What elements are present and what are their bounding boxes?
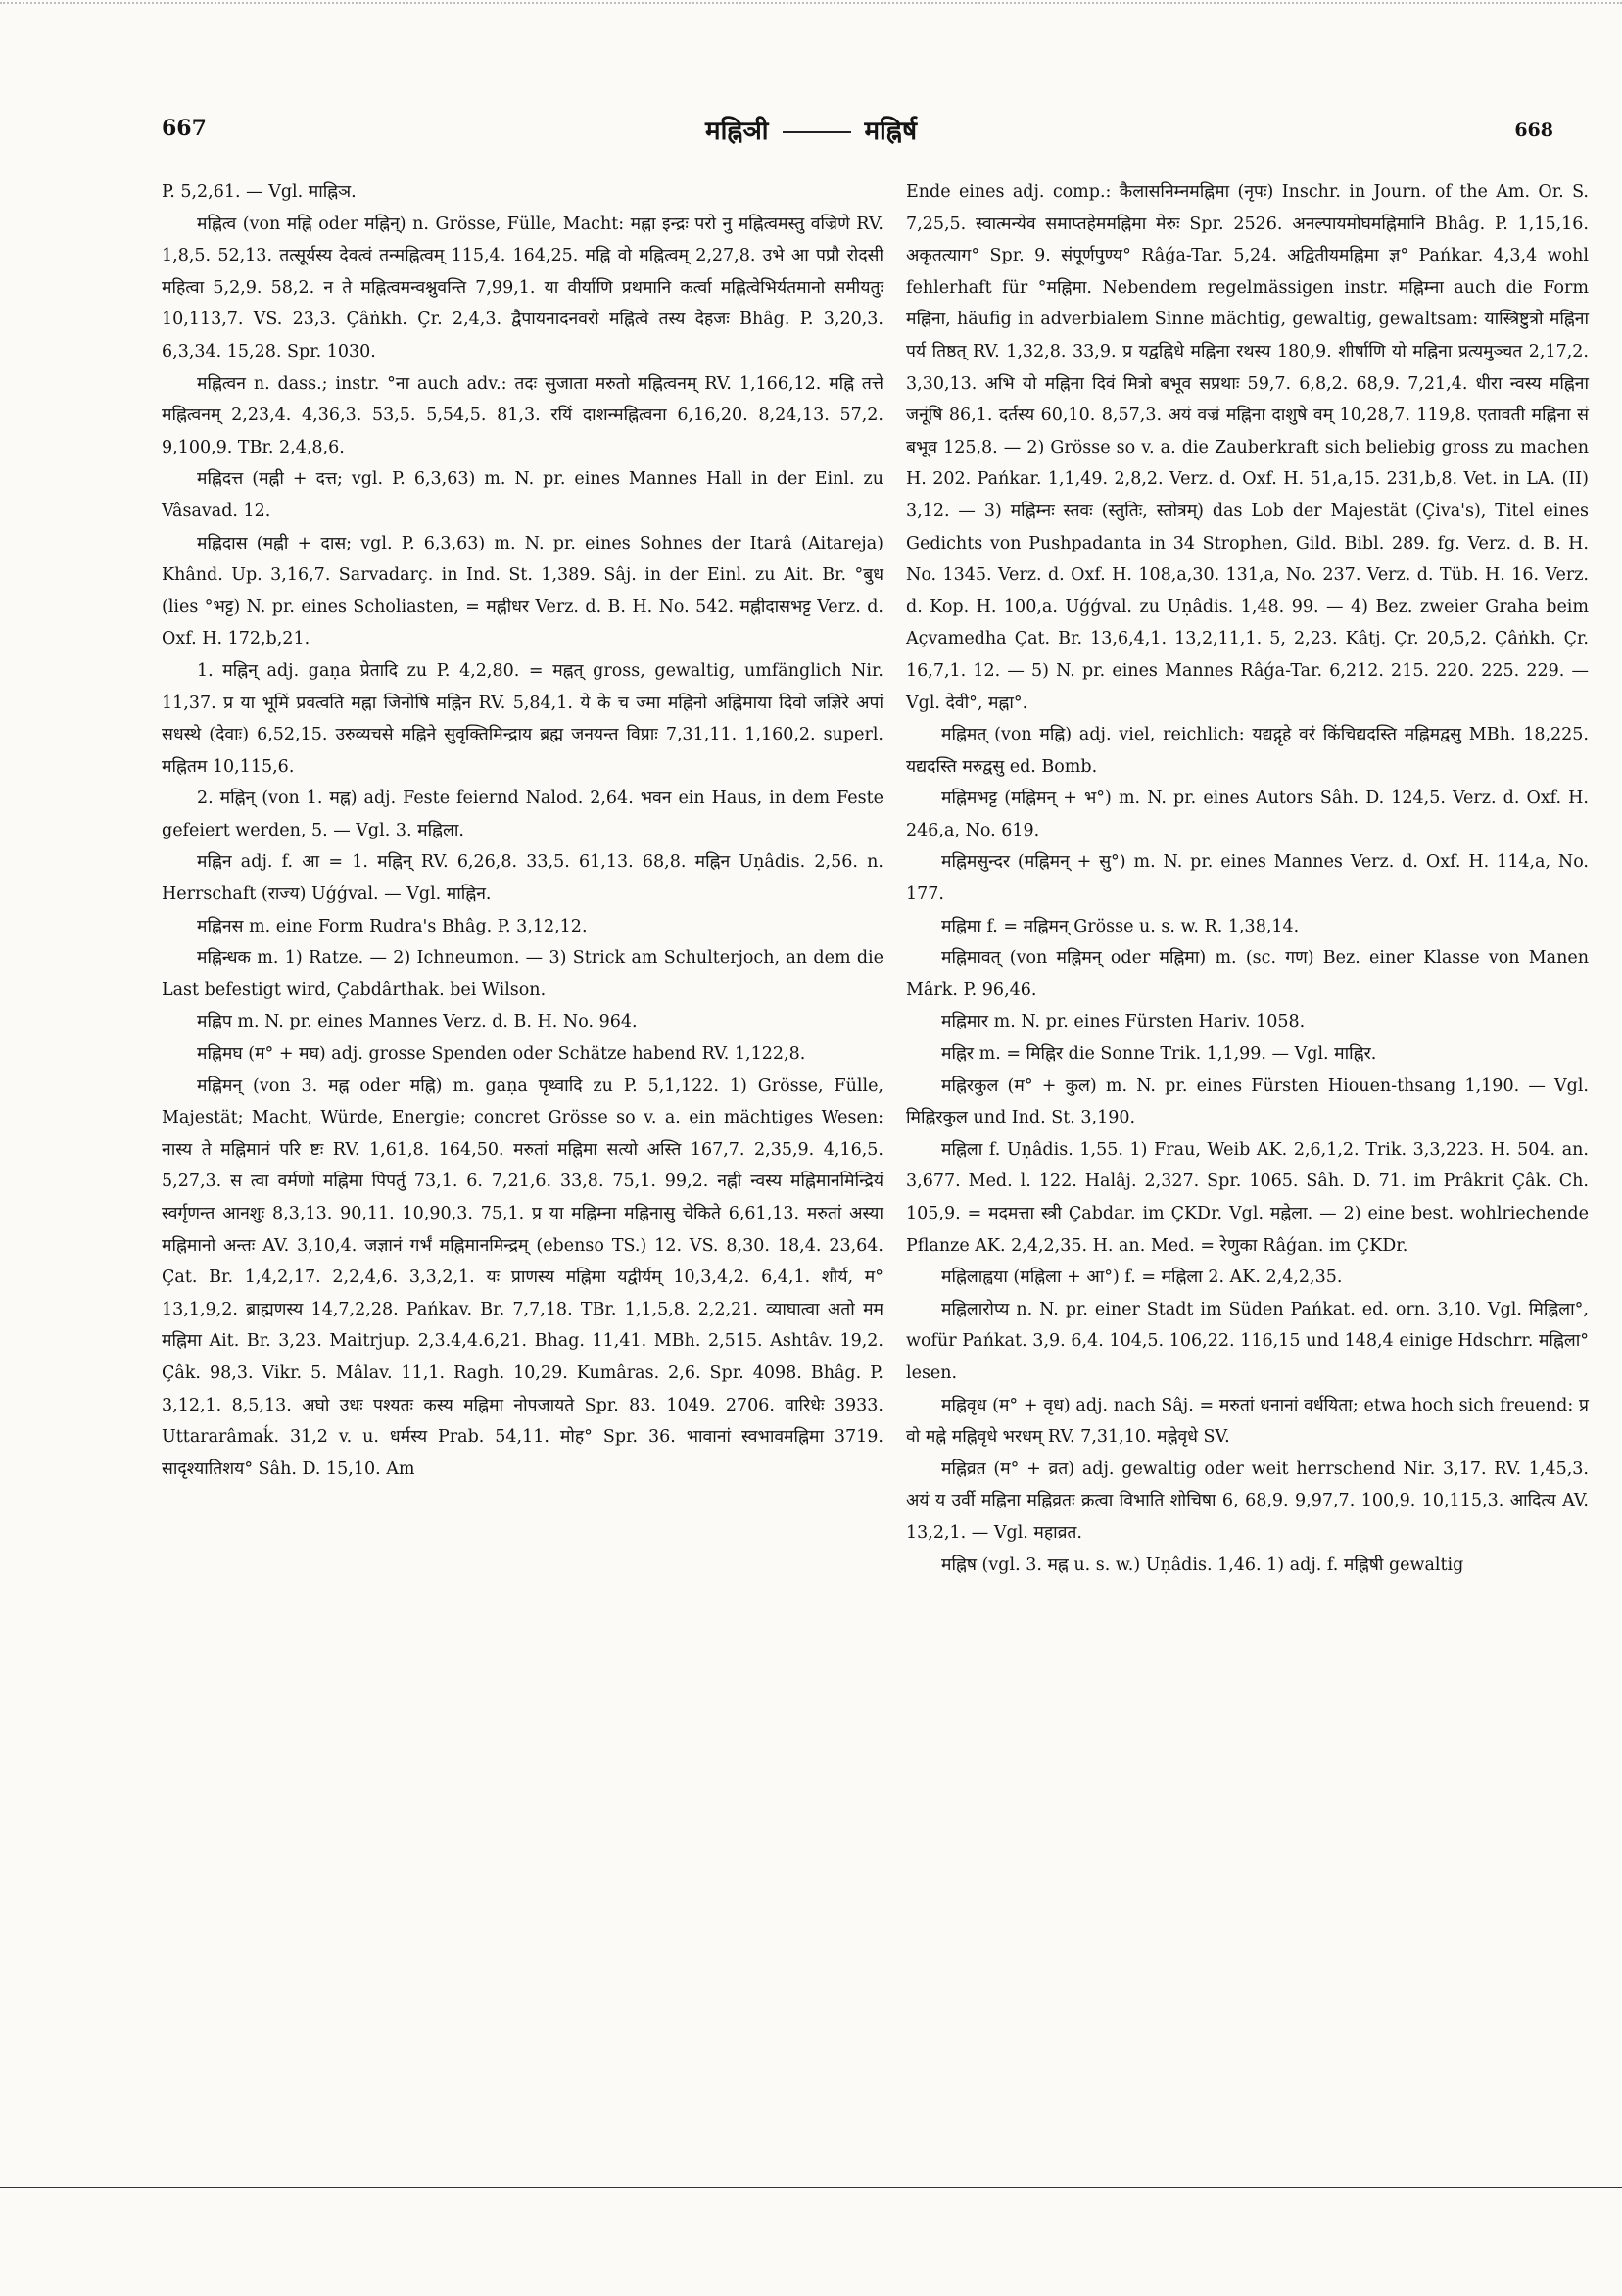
bottom-rule [0, 2187, 1622, 2188]
entry: मह्निमसुन्दर (मह्निमन् + सु°) m. N. pr. eines Mannes Verz. d. Oxf. H. 114,a, No. 177. [906, 852, 1589, 905]
entry: मह्नित्वन n. dass.; instr. °ना auch adv.: तदः सुजाता मरुतो मह्नित्वनम् RV. 1,166,12. मह्नि तत्ते मह्नित्वनम् 2,23,4. 4,36,3. 53,5. 5,54,5. 81,3. रयिं दाशन्मह्नित्वना 6,16,20. 8,24,13. 57,2. 9,100,9. TBr. 2,4,8,6. [162, 373, 883, 457]
top-border [0, 2, 1622, 6]
entry: मह्निष (vgl. 3. मह्न u. s. w.) Uṇâdis. 1,46. 1) adj. f. मह्निषी gewaltig [941, 1555, 1464, 1575]
page-number-left: 667 [162, 116, 207, 141]
page-number-right: 668 [1514, 120, 1553, 141]
entry: मह्निदास (मह्नी + दास; vgl. P. 6,3,63) m. N. pr. eines Sohnes der Itarâ (Aitareja) Khând. Up. 3,16,7. Sarvadarç. in Ind. St. 1,389. Sâj. in der Einl. zu Ait. Br. °बुध (lies °भट्ट) N. pr. eines Scholiasten, = मह्नीधर Verz. d. B. H. No. 542. मह्नीदासभट्ट Verz. d. Oxf. H. 172,b,21. [162, 533, 883, 649]
entry: मह्निमत् (von मह्नि) adj. viel, reichlich: यद्यद्गृहे वरं किंचिद्यदस्ति मह्निमद्वसु MBh. 18,225. यद्यदस्ति मरुद्वसु ed. Bomb. [906, 725, 1589, 777]
running-head [0, 112, 1622, 147]
entry: मह्निन adj. f. आ = 1. मह्निन् RV. 6,26,8. 33,5. 61,13. 68,8. मह्निन Uṇâdis. 2,56. n. Herrschaft (राज्य) Uǵǵval. — Vgl. माह्निन. [162, 852, 883, 905]
entry: मह्निमा f. = मह्निमन् Grösse u. s. w. R. 1,38,14. [941, 916, 1300, 936]
entry: मह्निलाह्वया (मह्निला + आ°) f. = मह्निला 2. AK. 2,4,2,35. [941, 1268, 1343, 1288]
entry: मह्निप m. N. pr. eines Mannes Verz. d. B. H. No. 964. [197, 1012, 638, 1032]
entry: मह्निमावत् (von मह्निमन् oder मह्निमा) m. (sc. गण) Bez. einer Klasse von Manen Mârk. P. 96,46. [906, 948, 1589, 1000]
entry: मह्निनस m. eine Form Rudra's Bhâg. P. 3,12,12. [197, 916, 588, 936]
entry: मह्नित्व (von मह्नि oder मह्निन्) n. Grösse, Fülle, Macht: मह्ना इन्द्रः परो नु मह्नित्वमस्तु वज्रिणे RV. 1,8,5. 52,13. तत्सूर्यस्य देवत्वं तन्मह्नित्वम् 115,4. 164,25. मह्नि वो मह्नित्वम् 2,27,8. उभे आ पप्रौ रोदसी महित्वा 5,2,9. 58,2. न ते मह्नित्वमन्वश्नुवन्ति 7,99,1. या वीर्याणि प्रथमानि कर्त्वा मह्नित्वेभिर्यतमानो समीयतुः 10,113,7. VS. 23,3. Çâṅkh. Çr. 2,4,3. द्वैपायनादनवरो मह्नित्वे तस्य देहजः Bhâg. P. 3,20,3. 6,3,34. 15,28. Spr. 1030. [162, 214, 883, 361]
right-column [906, 176, 1589, 1581]
entry: मह्निव्रत (म° + व्रत) adj. gewaltig oder weit herrschend Nir. 3,17. RV. 1,45,3. अयं य उर्वी मह्निना मह्निव्रतः क्रत्वा विभाति शोचिषा 6, 68,9. 9,97,7. 100,9. 10,115,3. आदित्य AV. 13,2,1. — Vgl. महाव्रत. [906, 1459, 1589, 1543]
entry: मह्निमभट्ट (मह्निमन् + भ°) m. N. pr. eines Autors Sâh. D. 124,5. Verz. d. Oxf. H. 246,a, No. 619. [906, 789, 1589, 840]
headword-right: मह्निर्ष [864, 117, 917, 146]
headword-dash [783, 131, 851, 133]
entry: मह्निला f. Uṇâdis. 1,55. 1) Frau, Weib AK. 2,6,1,2. Trik. 3,3,223. H. 504. an. 3,677. Med. l. 122. Halâj. 2,327. Spr. 1065. Sâh. D. 71. im Prâkrit Çâk. Ch. 105,9. = मदमत्ता स्त्री Çabdar. im ÇKDr. Vgl. मह्नेला. — 2) eine best. wohlriechende Pflanze AK. 2,4,2,35. H. an. Med. = रेणुका Râǵan. im ÇKDr. [906, 1139, 1589, 1256]
entry: मह्निन्धक m. 1) Ratze. — 2) Ichneumon. — 3) Strick am Schulterjoch, an dem die Last befestigt wird, Çabdârthak. bei Wilson. [162, 948, 883, 1000]
headword-left: मह्निञी [705, 117, 769, 146]
entry: मह्निर m. = मिह्निर die Sonne Trik. 1,1,99. — Vgl. माह्निर. [941, 1044, 1377, 1065]
entry: मह्निवृध (म° + वृध) adj. nach Sâj. = मरुतां धनानां वर्धयिता; etwa hoch sich freuend: प्र वो मह्ने मह्निवृधे भरधम् RV. 7,31,10. मह्नेवृधे SV. [906, 1395, 1589, 1448]
entry: मह्निरकुल (म° + कुल) m. N. pr. eines Fürsten Hiouen-thsang 1,190. — Vgl. मिह्निरकुल und Ind. St. 3,190. [906, 1076, 1589, 1128]
entry: मह्निमार m. N. pr. eines Fürsten Hariv. 1058. [941, 1012, 1306, 1032]
entry: मह्निमघ (म° + मघ) adj. grosse Spenden oder Schätze habend RV. 1,122,8. [197, 1044, 806, 1065]
entry: Ende eines adj. comp.: कैलासनिम्नमह्निमा (नृपः) Inschr. in Journ. of the Am. Or. S. 7,25,5. स्वात्मन्येव समाप्तहेममह्निमा मेरुः Spr. 2526. अनल्पायमोघमह्निमानि Bhâg. P. 1,15,16. अकृतत्याग° Spr. 9. संपूर्णपुण्य° Râǵa-Tar. 5,24. अद्वितीयमह्निमा ज्ञ° Pańkar. 4,3,4 wohl fehlerhaft für °मह्निमा. Nebendem regelmässigen instr. मह्निम्ना auch die Form मह्निना, häufig in adverbialem Sinne mächtig, gewaltig, gewaltsam: यास्त्रिष्टुत्रो मह्निना पर्य तिष्ठत् RV. 1,32,8. 33,9. प्र यद्वह्निधे मह्निना रथस्य 180,9. शीर्षाणि यो मह्निना प्रत्यमुञ्चत 2,17,2. 3,30,13. अभि यो मह्निना दिवं मित्रो बभूव सप्रथाः 59,7. 6,8,2. 68,9. 7,21,4. धीरा न्वस्य मह्निना जनूंषि 86,1. दर्तस्य 60,10. 8,57,3. अयं वज्रं मह्निना दाशुषे वम् 10,28,7. 119,8. एतावती मह्निना सं बभूव 125,8. — 2) Grösse so v. a. die Zauberkraft sich beliebig gross zu machen H. 202. Pańkar. 1,1,49. 2,8,2. Verz. d. Oxf. H. 51,a,15. 231,b,8. Vet. in LA. (II) 3,12. — 3) मह्निम्नः स्तवः (स्तुतिः, स्तोत्रम्) das Lob der Majestät (Çiva's), Titel eines Gedichts von Pushpadanta in 34 Strophen, Gild. Bibl. 289. fg. Verz. d. B. H. No. 1345. Verz. d. Oxf. H. 108,a,30. 131,a, No. 237. Verz. d. Tüb. H. 16. Verz. d. Kop. H. 100,a. Uǵǵval. zu Uṇâdis. 1,48. 99. — 4) Bez. zweier Graha beim Açvamedha Çat. Br. 13,6,4,1. 13,2,11,1. 5, 2,23. Kâtj. Çr. 20,5,2. Çâṅkh. Çr. 16,7,1. 12. — 5) N. pr. eines Mannes Râǵa-Tar. 6,212. 215. 220. 225. 229. — Vgl. देवी°, मह्ना°. [906, 182, 1589, 713]
left-column [162, 176, 883, 1485]
entry: 1. मह्निन् adj. gaṇa प्रेतादि zu P. 4,2,80. = मह्नत् gross, gewaltig, umfänglich Nir. 11,37. प्र या भूमिं प्रवत्वति मह्ना जिनोषि मह्निन RV. 5,84,1. ये के च ज्मा मह्निनो अह्निमाया दिवो जज्ञिरे अपां सधस्थे (देवाः) 6,52,15. उरुव्यचसे मह्निने सुवृक्तिमिन्द्राय ब्रह्म जनयन्त विप्राः 7,31,11. 1,160,2. superl. मह्नितम 10,115,6. [162, 660, 883, 777]
entry: 2. मह्निन् (von 1. मह्न) adj. Feste feiernd Nalod. 2,64. भवन ein Haus, in dem Feste gefeiert werden, 5. — Vgl. 3. मह्निला. [162, 789, 883, 840]
entry: मह्निदत्त (मह्नी + दत्त; vgl. P. 6,3,63) m. N. pr. eines Mannes Hall in der Einl. zu Vâsavad. 12. [162, 469, 883, 521]
entry: मह्निमन् (von 3. मह्न oder मह्नि) m. gaṇa पृथ्वादि zu P. 5,1,122. 1) Grösse, Fülle, Majestät; Macht, Würde, Energie; concret Grösse so v. a. ein mächtiges Wesen: नास्य ते मह्निमानं परि ष्टः RV. 1,61,8. 164,50. मरुतां मह्निमा सत्यो अस्ति 167,7. 2,35,9. 4,16,5. 5,27,3. स त्वा वर्मणो मह्निमा पिपर्तु 73,1. 6. 7,21,6. 33,8. 75,1. 99,2. नह्नी न्वस्य मह्निमानमिन्द्रियं स्वर्गृणन्त आनशुः 8,3,13. 90,11. 10,90,3. 75,1. प्र या मह्निम्ना मह्निनासु चेकिते 6,61,13. मरुतां अस्या मह्निमानो अन्तः AV. 3,10,4. जज्ञानं गर्भं मह्निमानमिन्द्रम् (ebenso TS.) 12. VS. 8,30. 18,4. 23,64. Çat. Br. 1,4,2,17. 2,2,4,6. 3,3,2,1. यः प्राणस्य मह्निमा यद्वीर्यम् 10,3,4,2. 6,4,1. शौर्य, म° 13,1,9,2. ब्राह्मणस्य 14,7,2,28. Pańkav. Br. 7,7,18. TBr. 1,1,5,8. 2,2,21. व्याघात्वा अतो मम मह्निमा Ait. Br. 3,23. Maitrjup. 2,3.4,4.6,21. Bhag. 11,41. MBh. 2,515. Ashtâv. 19,2. Çâk. 98,3. Vikr. 5. Mâlav. 11,1. Ragh. 10,29. Kumâras. 2,6. Spr. 4098. Bhâg. P. 3,12,1. 8,5,13. अघो उधः पश्यतः कस्य मह्निमा नोपजायते Spr. 83. 1049. 2706. वारिधेः 3933. Uttararâmaḱ. 31,2 v. u. धर्मस्य Prab. 54,11. मोह° Spr. 36. भावानां स्वभावमह्निमा 3719. सादृश्यातिशय° Sâh. D. 15,10. Am [162, 1076, 883, 1479]
entry: P. 5,2,61. — Vgl. माह्निञ. [162, 182, 357, 202]
entry: मह्निलारोप्य n. N. pr. einer Stadt im Süden Pańkat. ed. orn. 3,10. Vgl. मिह्निला°, wofür Pańkat. 3,9. 6,4. 104,5. 106,22. 116,15 und 148,4 einige Hdschrr. मह्निला° lesen. [906, 1299, 1589, 1383]
